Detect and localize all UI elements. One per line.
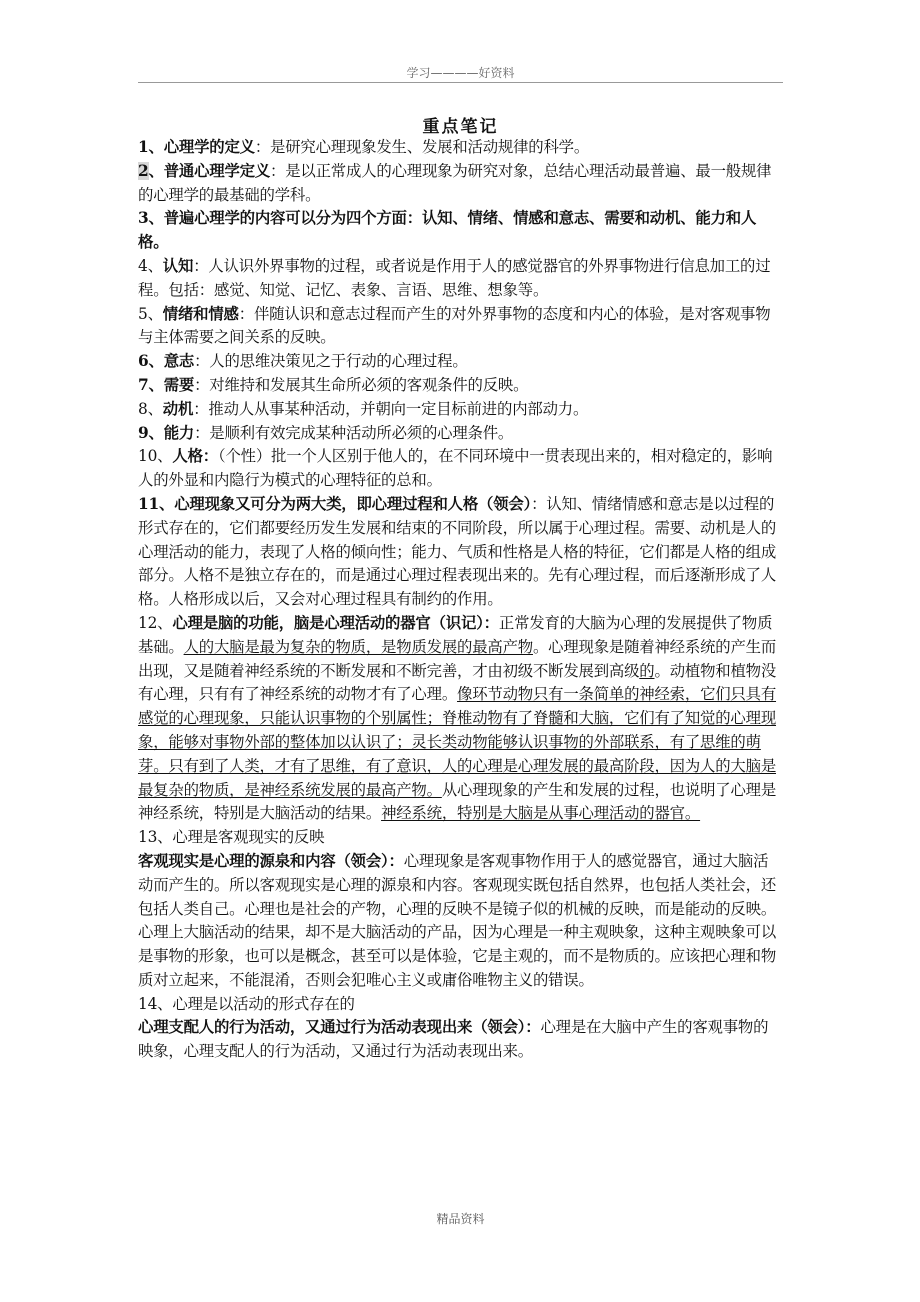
definition: 心理现象是客观事物作用于人的感觉器官，通过大脑活动而产生的。所以客观现实是心理的源泉和内容。客观现实既包括自然界，也包括人类社会，还包括人类自己。心理也是社会的产物，心理的反映不是镜子似的机械的反映，而是能动的反映。心理上大脑活动的结果，却不是大脑活动的产品，因为心理是一种主观映象，这种主观映象可以是事物的形象，也可以是概念，甚至可以是体验，它是主观的，而不是物质的。应该把心理和物质对立起来，不能混淆，否则会犯唯心主义或庸俗唯物主义的错误。 bbox=[138, 851, 777, 989]
underlined-segment: 像环节动物只有一条简单的神经索，它们只具有感觉的心理现象，只能认识事物的个别属性；脊椎动物有了脊髓和大脑，它们有了知觉的心理现象，能够对事物外部的整体加以认识了；灵长类动物能够认识事物的外部联系，有了思维的萌芽。只有到了人类，才有了思维，有了意识，人的心理是心理发展的最高阶段，因为人的大脑是最复杂的物质，是神经系统发展的最高产物。 bbox=[138, 685, 777, 799]
term: 认知 bbox=[162, 256, 194, 275]
definition: 心理是在大脑中产生的客观事物的映象，心理支配人的行为活动，又通过行为活动表现出来。 bbox=[138, 1018, 769, 1061]
definition: ：人认识外界事物的过程，或者说是作用于人的感觉器官的外界事物进行信息加工的过程。包括：感觉、知觉、记忆、表象、言语、思维、想象等。 bbox=[138, 256, 771, 299]
note-8 bbox=[138, 398, 783, 422]
term: 心理是脑的功能，脑是心理活动的器官（识记）： bbox=[172, 613, 499, 632]
number: 5、 bbox=[138, 304, 163, 323]
term: 1、心理学的定义 bbox=[138, 138, 255, 156]
underlined-segment: 的 bbox=[639, 661, 655, 680]
note-12 bbox=[138, 612, 783, 826]
underlined-segment: 人的大脑是最为复杂的物质，是物质发展的最高产物 bbox=[183, 637, 533, 656]
note-14-heading: 14、心理是以活动的形式存在的 bbox=[138, 994, 355, 1013]
definition: ：是研究心理现象发生、发展和活动规律的科学。 bbox=[254, 138, 590, 156]
header-divider bbox=[138, 82, 783, 83]
definition: ：是以正常成人的心理现象为研究对象，总结心理活动最普遍、最一般规律的心理学的最基础的学科。 bbox=[138, 161, 772, 204]
text-segment: 。动植物和植物没有心理，只有有了神经系统的动物才有了心理。 bbox=[138, 661, 777, 704]
note-4 bbox=[138, 255, 783, 303]
page-header: 学习————好资料 bbox=[406, 66, 515, 80]
term: 情绪和情感 bbox=[162, 304, 239, 323]
term: 11、心理现象又可分为两大类，即心理过程和人格（领会） bbox=[138, 494, 532, 513]
note-1 bbox=[138, 136, 783, 160]
note-5 bbox=[138, 303, 783, 351]
term: 、普通心理学定义 bbox=[148, 161, 271, 180]
highlighted-number: 2 bbox=[138, 161, 149, 180]
term: 心理支配人的行为活动，又通过行为活动表现出来（领会）： bbox=[138, 1018, 541, 1037]
note-14 bbox=[138, 1016, 783, 1064]
note-13-heading: 13、心理是客观现实的反映 bbox=[138, 828, 325, 847]
definition: ：伴随认识和意志过程而产生的对外界事物的态度和内心的体验，是对客观事物与主体需要之间关系的反映。 bbox=[138, 304, 771, 347]
definition: （个性）批一个人区别于他人的，在不同环境中一贯表现出来的，相对稳定的，影响人的外显和内隐行为模式的心理特征的总和。 bbox=[138, 447, 773, 490]
note-11 bbox=[138, 493, 783, 612]
term: 动机 bbox=[162, 399, 194, 418]
number: 12、 bbox=[138, 613, 173, 632]
term: 人格： bbox=[172, 447, 218, 466]
number: 8、 bbox=[138, 399, 163, 418]
text-segment: 正常发育的大脑为心理的发展提供了物质基础。 bbox=[138, 613, 773, 656]
note-6 bbox=[138, 350, 783, 374]
term: 6、意志 bbox=[138, 352, 195, 371]
term: 3、普遍心理学的内容可以分为四个方面：认知、情绪、情感和意志、需要和动机、能力和人格。 bbox=[138, 209, 757, 252]
definition: ：对维持和发展其生命所必须的客观条件的反映。 bbox=[194, 375, 529, 394]
text-segment: 。心理现象是随着神经系统的产生而出现，又是随着神经系统的不断发展和不断完善，才由初级不断发展到高级 bbox=[138, 637, 777, 680]
notes-body bbox=[138, 136, 783, 1064]
note-7 bbox=[138, 374, 783, 398]
definition: ：是顺利有效完成某种活动所必须的心理条件。 bbox=[194, 423, 514, 442]
term: 客观现实是心理的源泉和内容（领会）： bbox=[138, 851, 404, 870]
term: 9、能力 bbox=[138, 423, 195, 442]
number: 4、 bbox=[138, 256, 163, 275]
page-title: 重点笔记 bbox=[422, 117, 499, 137]
term: 7、需要 bbox=[138, 375, 195, 394]
number: 10、 bbox=[138, 447, 173, 466]
note-10 bbox=[138, 445, 783, 493]
note-3 bbox=[138, 207, 783, 255]
definition: ：人的思维决策见之于行动的心理过程。 bbox=[194, 352, 468, 371]
underlined-segment: 神经系统，特别是大脑是从事心理活动的器官。 bbox=[381, 804, 701, 823]
note-9 bbox=[138, 422, 783, 446]
definition: ：推动人从事某种活动，并朝向一定目标前进的内部动力。 bbox=[193, 399, 589, 418]
page-footer: 精品资料 bbox=[436, 1212, 485, 1226]
note-13 bbox=[138, 850, 783, 993]
note-2 bbox=[138, 160, 783, 208]
text-segment: 从心理现象的产生和发展的过程，也说明了心理是神经系统，特别是大脑活动的结果。 bbox=[138, 780, 777, 823]
definition: ：认知、情绪情感和意志是以过程的形式存在的，它们都要经历发生发展和结束的不同阶段，所以属于心理过程。需要、动机是人的心理活动的能力，表现了人格的倾向性；能力、气质和性格是人格的特征，它们都是人格的组成部分。人格不是独立存在的，而是通过心理过程表现出来的。先有心理过程，而后逐渐形成了人格。人格形成以后，又会对心理过程具有制约的作用。 bbox=[138, 494, 777, 609]
